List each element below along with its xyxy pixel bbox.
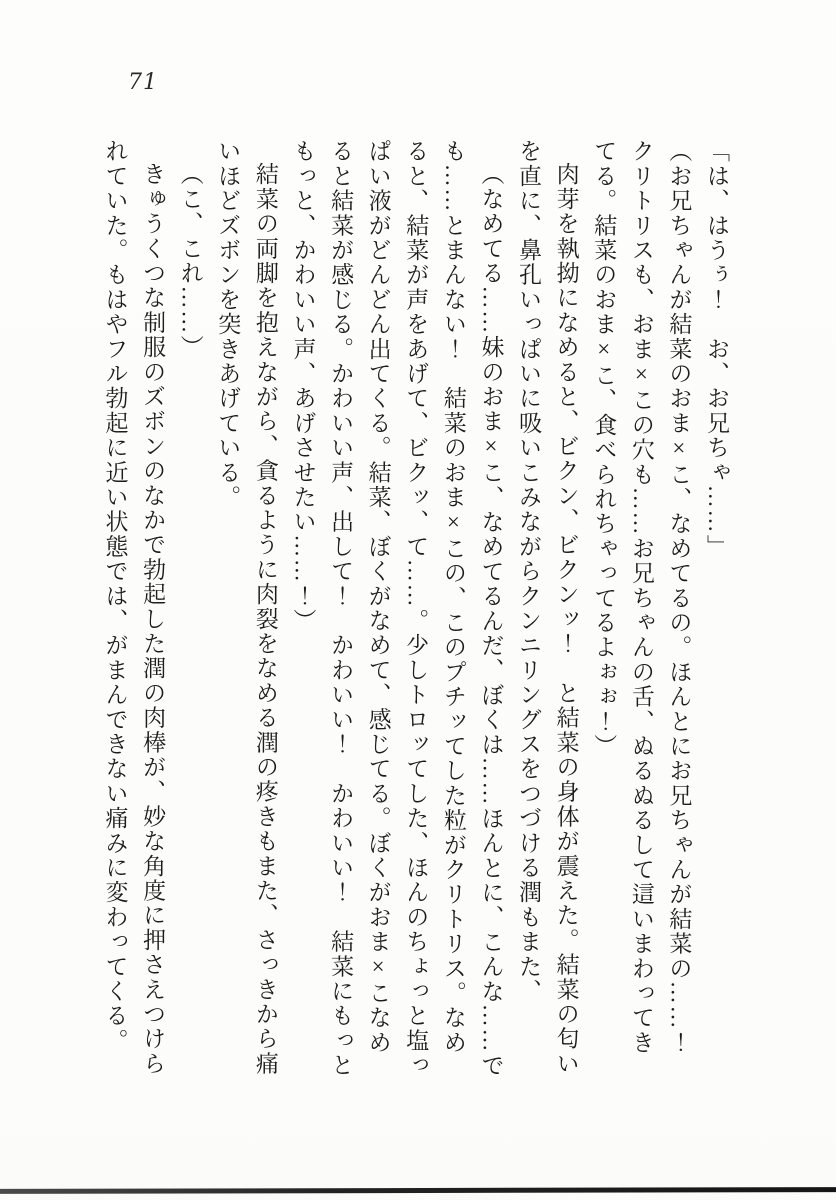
dialogue-line: 「は、はうぅ！ お、お兄ちゃ……」 (704, 139, 729, 559)
inner-monologue-paragraph: （お兄ちゃんが結菜のおま×こ、なめてるの。ほんとにお兄ちゃんが結菜の……！クリトリスも、おま×この穴も……お兄ちゃんの舌、ぬるぬるして這いまわってきてる。結菜のおま×こ、食べられちゃってるよぉぉ！） (591, 139, 692, 1055)
vertical-text-block (96, 139, 735, 1079)
inner-monologue-paragraph: （なめてる……妹のおま×こ、なめてるんだ、ぼくは……ほんとに、こんな……でも……とまんない！ 結菜のおま×この、このプチッてした粒がクリトリス。なめると、結菜が声をあげて、ビクッ、て……。少しトロッてした、ほんのちょっと塩っぱい液がどんどん出てくる。結菜、ぼくがなめて、感じてる。ぼくがおま×こなめると結菜が感じる。かわいい声、出して！ かわいい！ かわいい！ 結菜にもっともっと、かわいい声、あげさせたい……！） (290, 139, 504, 1078)
narration-paragraph: 結菜の両脚を抱えながら、貪るように肉裂をなめる潤の疼きもまた、さっきから痛いほどズボンを突きあげている。 (215, 139, 278, 1076)
inner-monologue-paragraph: （こ、これ……） (177, 162, 203, 360)
page-number: 71 (128, 70, 158, 95)
narration-paragraph: 肉芽を執拗になめると、ビクン、ビクンッ！ と結菜の身体が震えた。結菜の匂いを直に、鼻孔いっぱいに吸いこみながらクンニリングスをつづける潤もまた、 (516, 139, 579, 1076)
narration-paragraph: きゅうくつな制服のズボンのなかで勃起した潤の肉棒が、妙な角度に押さえつけられていた。もはやフル勃起に近い状態では、がまんできない痛みに変わってくる。 (102, 139, 166, 1076)
page-bottom-scan-edge (0, 1187, 836, 1194)
